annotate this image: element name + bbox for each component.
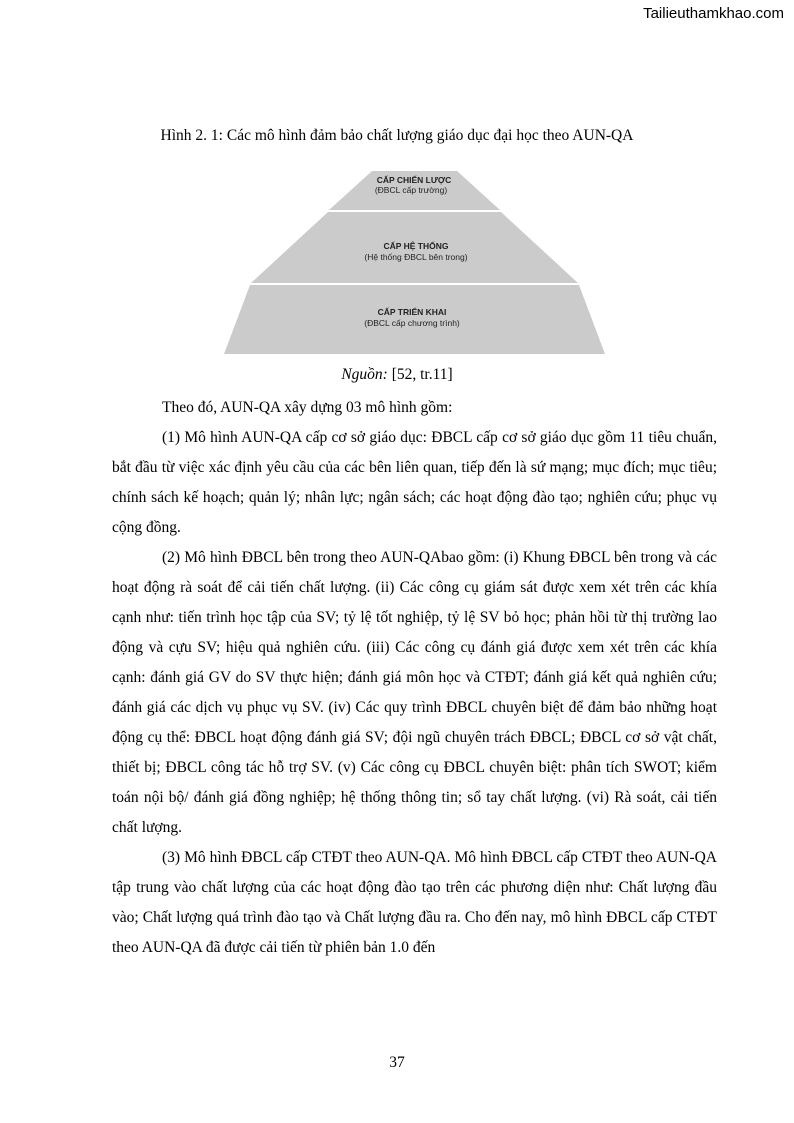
paragraph-model-2: (2) Mô hình ĐBCL bên trong theo AUN-QAbao gồm: (i) Khung ĐBCL bên trong và các hoạt động rà soát để cải tiến chất lượng. (ii) Các công cụ giám sát được xem xét trên các khía cạnh như: tiến trình học tập của SV; tỷ lệ tốt nghiệp, tỷ lệ SV bỏ học; phản hồi từ thị trường lao động và cựu SV; hiệu quả nghiên cứu. (iii) Các công cụ đánh giá được xem xét trên các khía cạnh: đánh giá GV do SV thực hiện; đánh giá môn học và CTĐT; đánh giá kết quả nghiên cứu; đánh giá các dịch vụ phục vụ SV. (iv) Các quy trình ĐBCL chuyên biệt để đảm bảo những hoạt động cụ thể: ĐBCL hoạt động đánh giá SV; đội ngũ chuyên trách ĐBCL; ĐBCL cơ sở vật chất, thiết bị; ĐBCL công tác hỗ trợ SV. (v) Các công cụ ĐBCL chuyên biệt: phân tích SWOT; kiểm toán nội bộ/ đánh giá đồng nghiệp; hệ thống thông tin; sổ tay chất lượng. (vi) Rà soát, cải tiến chất lượng. bbox=[112, 549, 717, 836]
source-label: Nguồn: bbox=[341, 366, 388, 383]
page-number: 37 bbox=[389, 1054, 405, 1071]
level-2-title: CẤP HỆ THỐNG bbox=[383, 241, 449, 251]
watermark: Tailieuthamkhao.com bbox=[643, 5, 784, 22]
figure-source bbox=[0, 366, 794, 384]
paragraph-model-3: (3) Mô hình ĐBCL cấp CTĐT theo AUN-QA. Mô hình ĐBCL cấp CTĐT theo AUN-QA tập trung vào chất lượng của các hoạt động đào tạo trên các phương diện như: Chất lượng đầu vào; Chất lượng quá trình đào tạo và Chất lượng đầu ra. Cho đến nay, mô hình ĐBCL cấp CTĐT theo AUN-QA đã được cải tiến từ phiên bản 1.0 đến bbox=[112, 849, 717, 956]
source-reference: [52, tr.11] bbox=[387, 366, 453, 383]
level-1-subtitle: (ĐBCL cấp trường) bbox=[374, 185, 448, 195]
level-3-title: CẤP TRIỂN KHAI bbox=[377, 307, 447, 317]
level-2-subtitle: (Hệ thống ĐBCL bên trong) bbox=[364, 252, 468, 262]
figure-caption: Hình 2. 1: Các mô hình đảm bảo chất lượng giáo dục đại học theo AUN-QA bbox=[160, 127, 634, 144]
level-1-title: CẤP CHIẾN LƯỢC bbox=[376, 175, 452, 185]
paragraph-model-1: (1) Mô hình AUN-QA cấp cơ sở giáo dục: ĐBCL cấp cơ sở giáo dục gồm 11 tiêu chuẩn, bắt đầu từ việc xác định yêu cầu của các bên liên quan, tiếp đến là sứ mạng; mục đích; mục tiêu; chính sách kế hoạch; quản lý; nhân lực; ngân sách; các hoạt động đào tạo; nghiên cứu; phục vụ cộng đồng. bbox=[112, 429, 717, 536]
pyramid-diagram bbox=[222, 170, 607, 356]
paragraph-intro: Theo đó, AUN-QA xây dựng 03 mô hình gồm: bbox=[162, 399, 453, 416]
level-3-subtitle: (ĐBCL cấp chương trình) bbox=[364, 318, 460, 328]
body-text bbox=[112, 393, 717, 963]
